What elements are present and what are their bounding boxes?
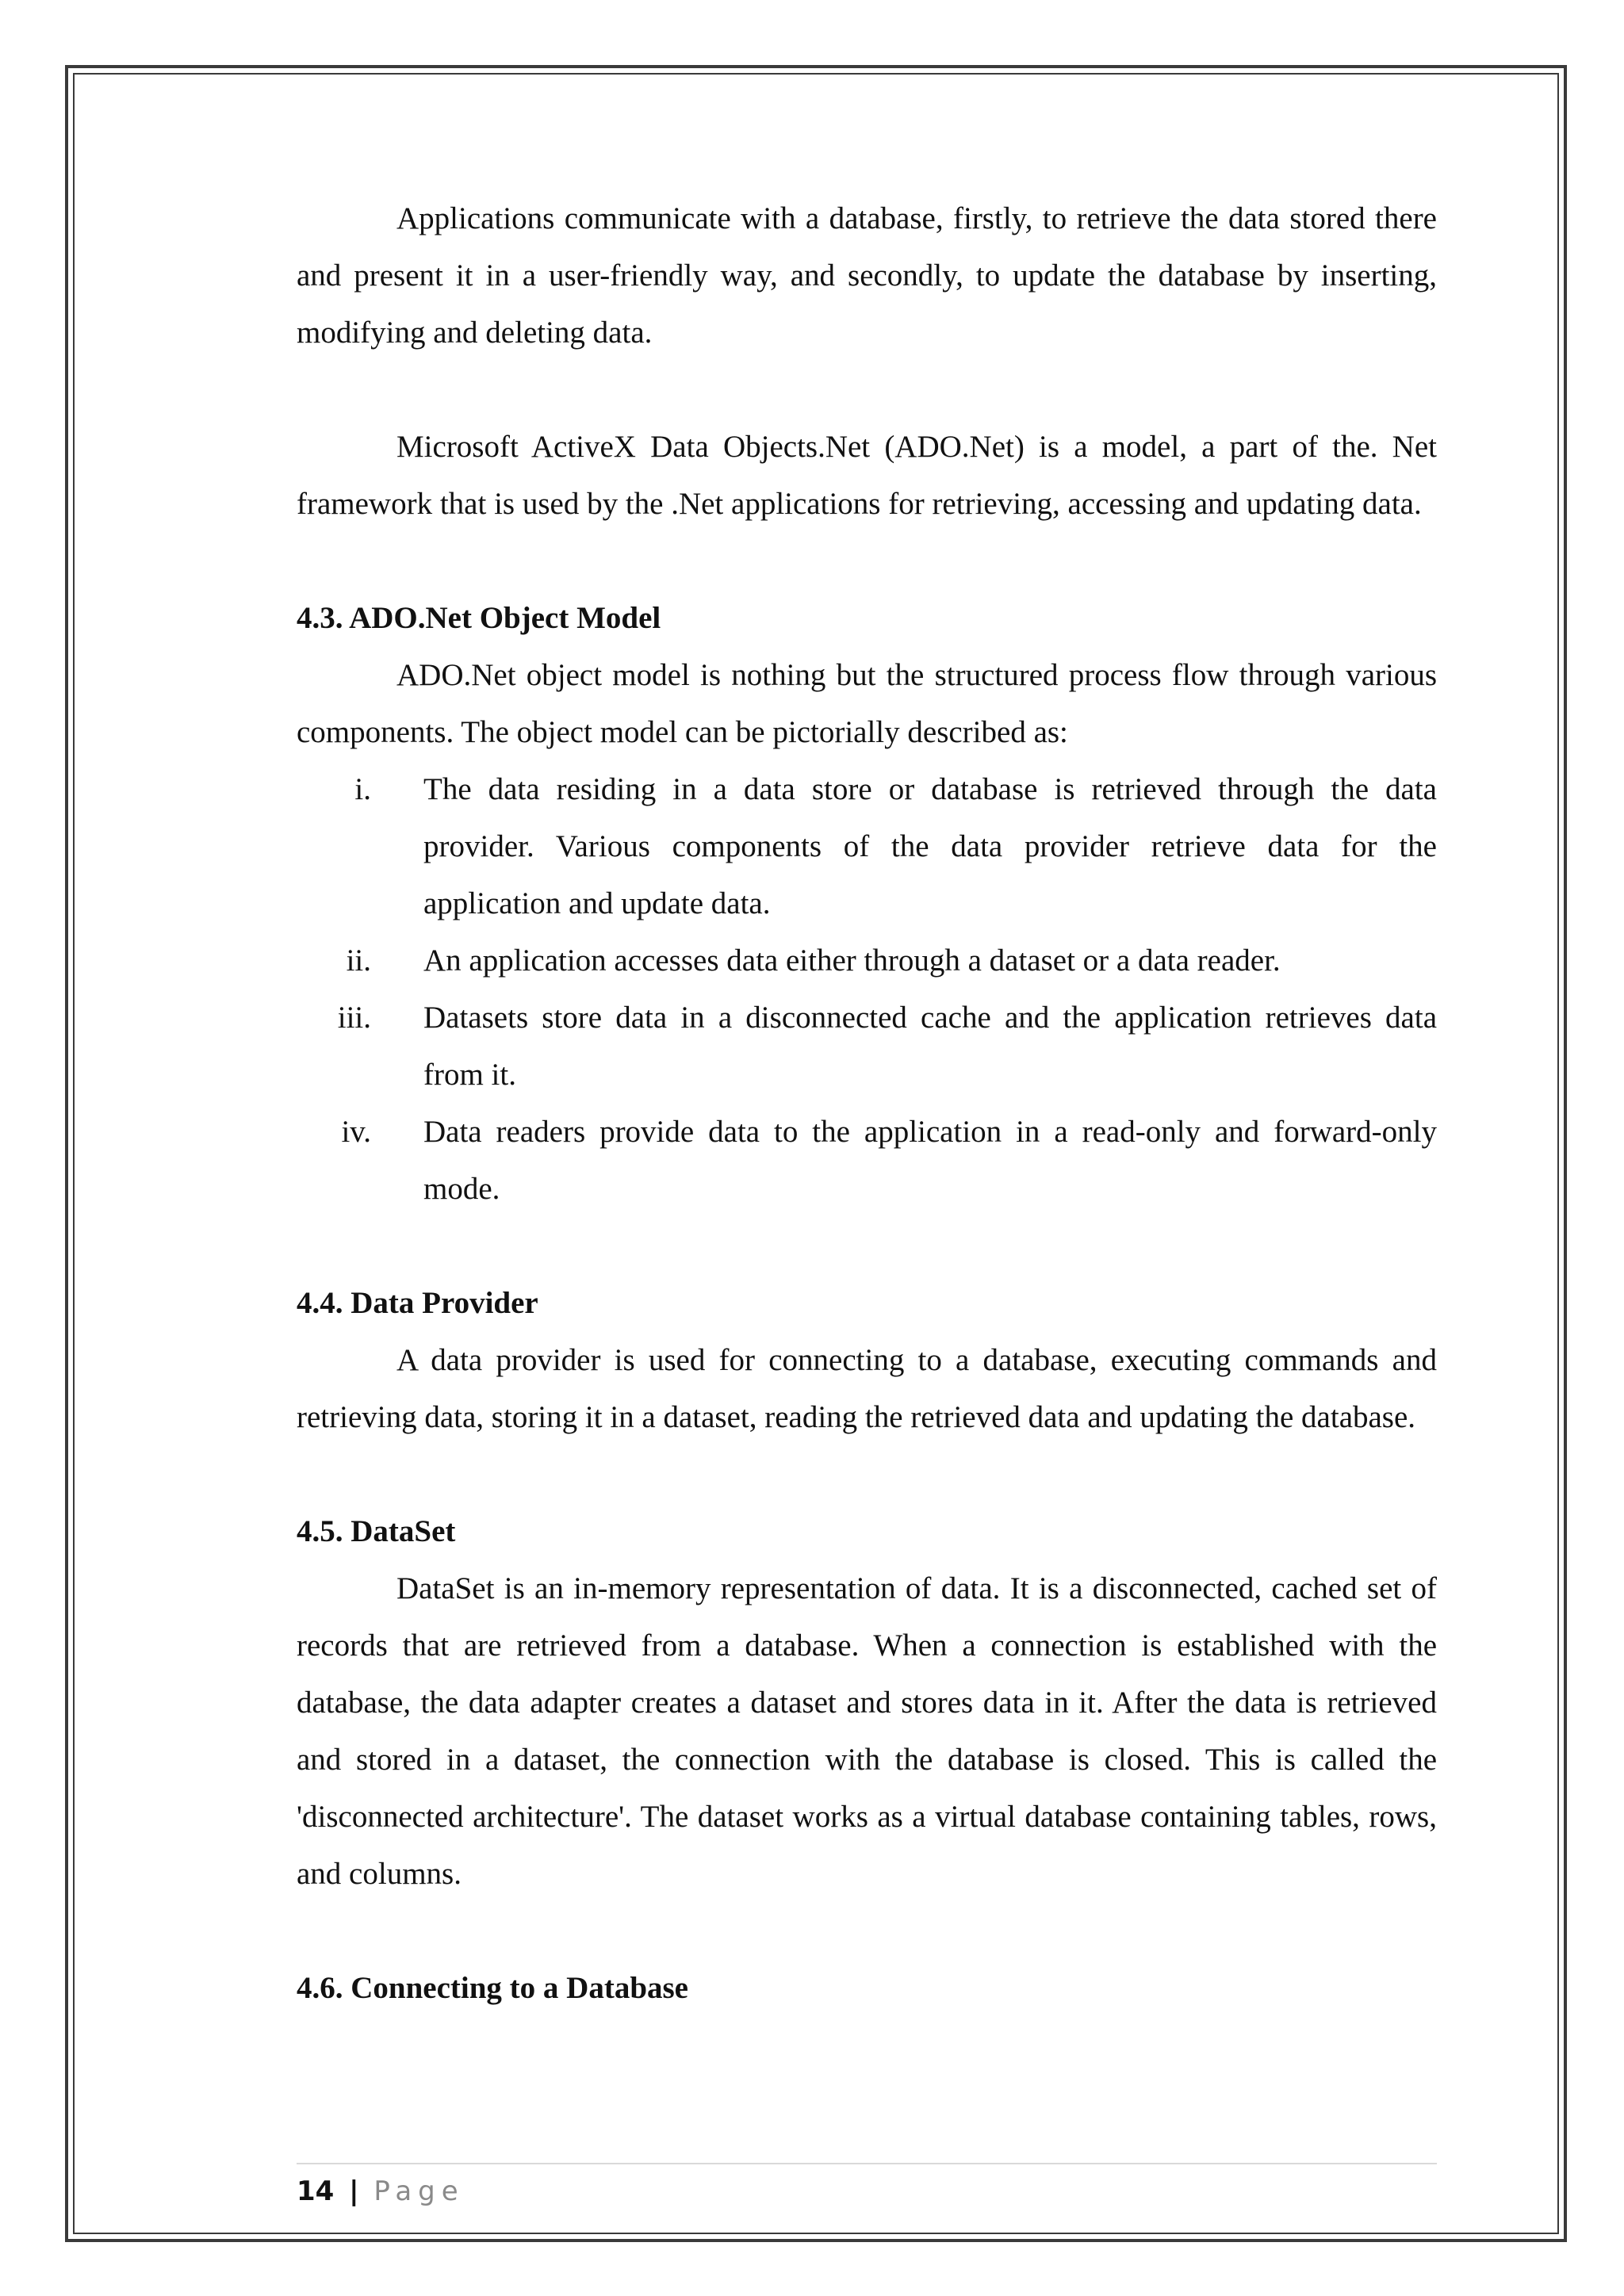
heading-4-5: 4.5. DataSet	[297, 1514, 456, 1548]
page-number: 14	[297, 2175, 335, 2207]
spacer	[297, 1218, 1437, 1275]
list-item-text: An application accesses data either through a dataset or a data reader.	[423, 943, 1281, 978]
paragraph-object-model-intro: ADO.Net object model is nothing but the structured process flow through various components. The object model can be pictorially described as:	[297, 658, 1437, 749]
list-item-number: ii.	[346, 943, 371, 978]
page-footer	[297, 2171, 465, 2212]
list-item-number: iii.	[337, 1001, 371, 1035]
page-content	[297, 190, 1437, 2017]
page-label: Page	[373, 2175, 465, 2207]
footer-separator: |	[349, 2175, 359, 2207]
heading-4-6: 4.6. Connecting to a Database	[297, 1971, 688, 2005]
heading-4-3: 4.3. ADO.Net Object Model	[297, 601, 661, 635]
paragraph-data-provider: A data provider is used for connecting to a database, executing commands and retrieving data, storing it in a dataset, reading the retrieved data and updating the database.	[297, 1343, 1437, 1434]
paragraph-dataset: DataSet is an in-memory representation of data. It is a disconnected, cached set of records that are retrieved from a database. When a connection is established with the database, the data adapter creates a dataset and stores data in it. After the data is retrieved and stored in a dataset, the connection with the database is closed. This is called the 'disconnected architecture'. The dataset works as a virtual database containing tables, rows, and columns.	[297, 1571, 1437, 1891]
list-item	[297, 989, 1437, 1104]
footer-divider	[297, 2163, 1437, 2164]
list-item-number: i.	[354, 772, 371, 806]
list-item	[297, 932, 1437, 989]
list-item-text: Data readers provide data to the application in a read-only and forward-only mode.	[423, 1115, 1437, 1206]
list-item-number: iv.	[341, 1115, 371, 1149]
list-item	[297, 761, 1437, 932]
spacer	[297, 1446, 1437, 1503]
list-item-text: Datasets store data in a disconnected cache and the application retrieves data from it.	[423, 1001, 1437, 1092]
list-item	[297, 1104, 1437, 1218]
heading-4-4: 4.4. Data Provider	[297, 1286, 538, 1320]
paragraph-ado-net: Microsoft ActiveX Data Objects.Net (ADO.Net) is a model, a part of the. Net framework that is used by the .Net applications for retrieving, accessing and updating data.	[297, 430, 1437, 521]
list-item-text: The data residing in a data store or database is retrieved through the data provider. Various components of the data provider retrieve data for the application and update data.	[423, 772, 1437, 920]
object-model-list	[297, 761, 1437, 1218]
spacer	[297, 533, 1437, 590]
paragraph-applications: Applications communicate with a database, firstly, to retrieve the data stored there and present it in a user-friendly way, and secondly, to update the database by inserting, modifying and deleting data.	[297, 201, 1437, 350]
spacer	[297, 1903, 1437, 1960]
spacer	[297, 362, 1437, 419]
